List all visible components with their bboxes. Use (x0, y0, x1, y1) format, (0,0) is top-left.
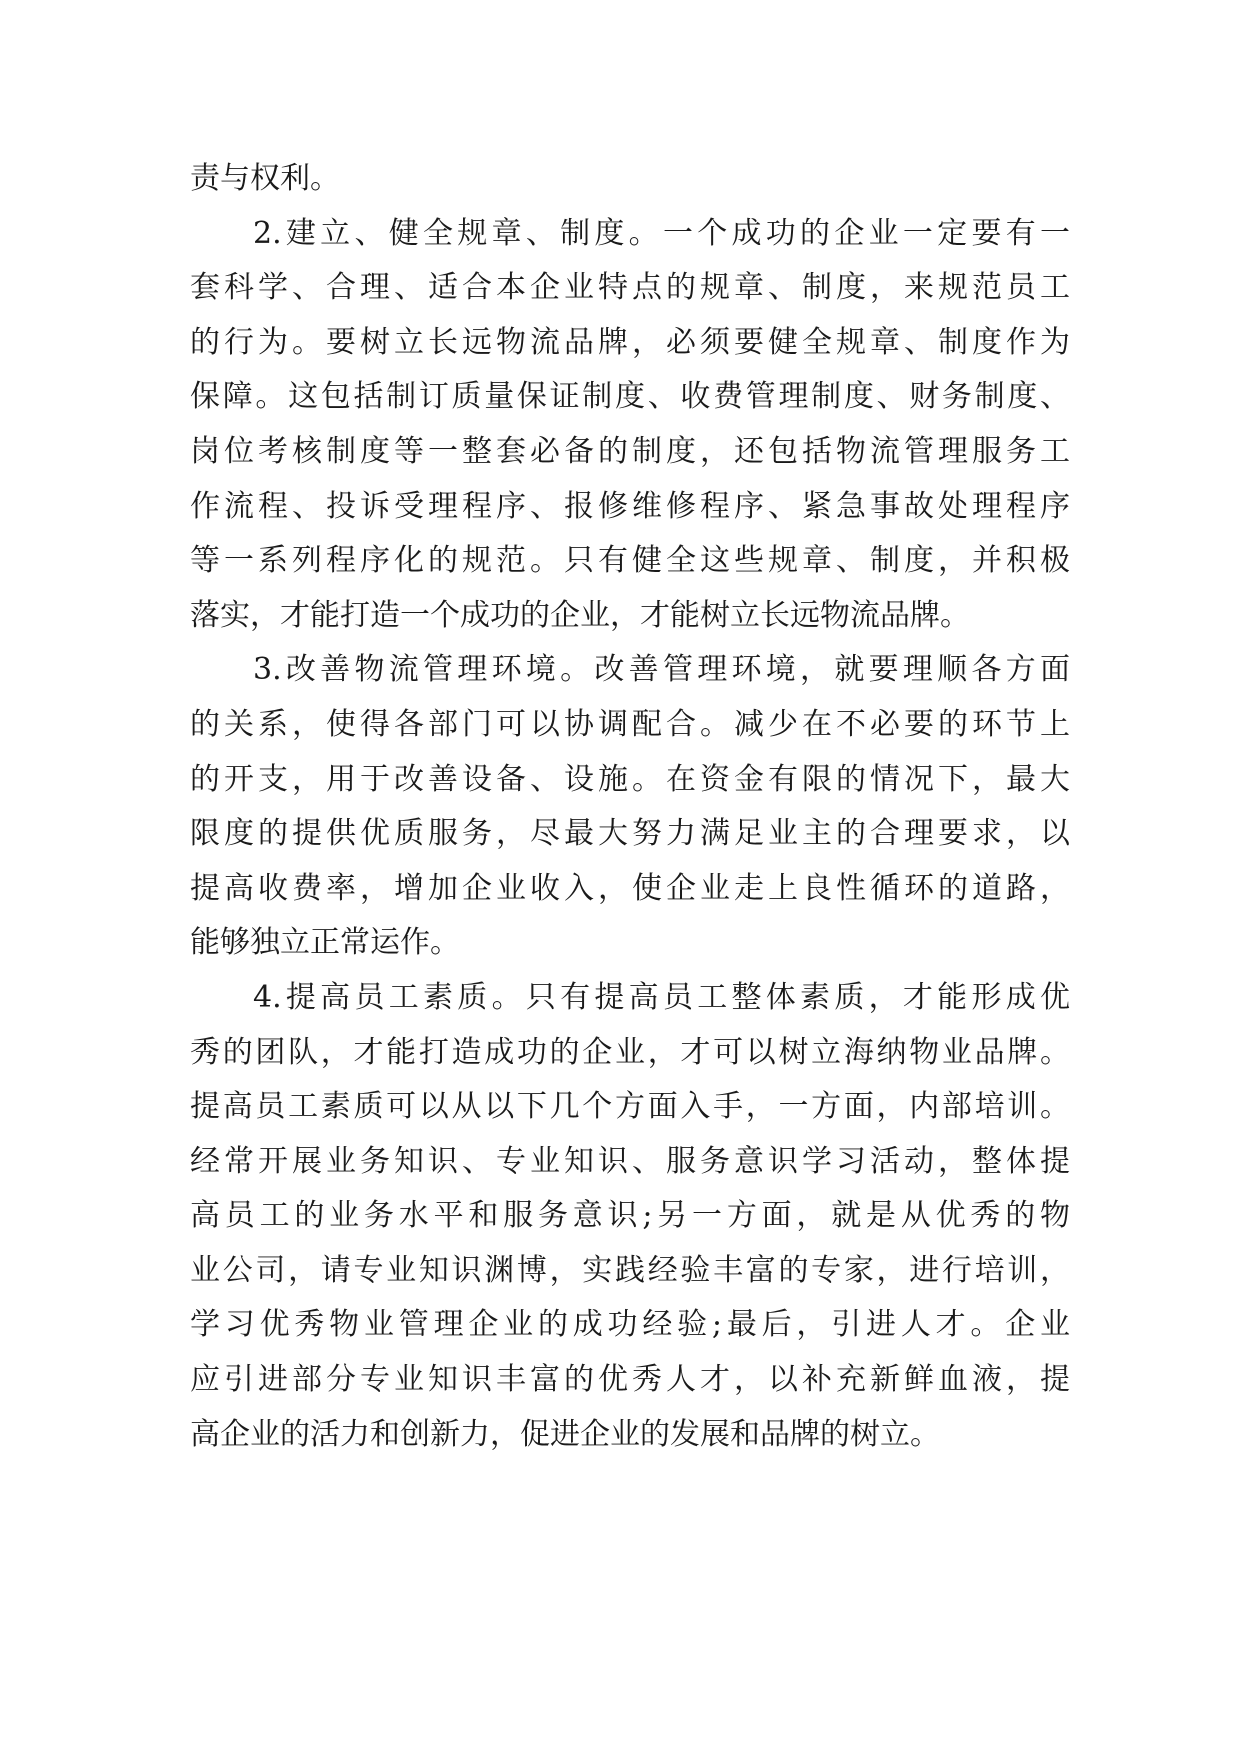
document-page (190, 152, 1070, 1462)
paragraph-4-line-3: 提高员工素质可以从以下几个方面入手，一方面，内部培训。 (190, 1089, 1070, 1125)
paragraph-4-line-7: 学习优秀物业管理企业的成功经验;最后，引进人才。企业 (190, 1307, 1070, 1343)
paragraph-2-line-1: 2.建立、健全规章、制度。一个成功的企业一定要有一 (253, 215, 1070, 251)
paragraph-2-line-4: 保障。这包括制订质量保证制度、收费管理制度、财务制度、 (190, 379, 1070, 415)
paragraph-1-line-1: 责与权利。 (190, 161, 340, 196)
paragraph-4-line-4: 经常开展业务知识、专业知识、服务意识学习活动，整体提 (190, 1143, 1070, 1179)
paragraph-2-line-3: 的行为。要树立长远物流品牌，必须要健全规章、制度作为 (190, 324, 1070, 360)
paragraph-2-line-2: 套科学、合理、适合本企业特点的规章、制度，来规范员工 (190, 270, 1070, 306)
paragraph-3-line-2: 的关系，使得各部门可以协调配合。减少在不必要的环节上 (190, 706, 1070, 742)
paragraph-2-line-8: 落实，才能打造一个成功的企业，才能树立长远物流品牌。 (190, 597, 970, 633)
paragraph-2-line-7: 等一系列程序化的规范。只有健全这些规章、制度，并积极 (190, 543, 1070, 579)
paragraph-2-line-5: 岗位考核制度等一整套必备的制度，还包括物流管理服务工 (190, 433, 1070, 469)
paragraph-4-line-5: 高员工的业务水平和服务意识;另一方面，就是从优秀的物 (190, 1198, 1070, 1234)
paragraph-3-line-6: 能够独立正常运作。 (190, 925, 460, 961)
paragraph-4-line-1: 4.提高员工素质。只有提高员工整体素质，才能形成优 (253, 979, 1070, 1015)
paragraph-4-line-2: 秀的团队，才能打造成功的企业，才可以树立海纳物业品牌。 (190, 1034, 1070, 1070)
paragraph-3-line-5: 提高收费率，增加企业收入，使企业走上良性循环的道路， (190, 870, 1070, 906)
paragraph-3-line-4: 限度的提供优质服务，尽最大努力满足业主的合理要求，以 (190, 816, 1070, 852)
paragraph-4-line-6: 业公司，请专业知识渊博，实践经验丰富的专家，进行培训， (190, 1252, 1070, 1288)
paragraph-4-line-9: 高企业的活力和创新力，促进企业的发展和品牌的树立。 (190, 1416, 940, 1452)
paragraph-3-line-1: 3.改善物流管理环境。改善管理环境，就要理顺各方面 (253, 652, 1070, 688)
paragraph-2-line-6: 作流程、投诉受理程序、报修维修程序、紧急事故处理程序 (190, 488, 1070, 524)
paragraph-4-line-8: 应引进部分专业知识丰富的优秀人才，以补充新鲜血液，提 (190, 1362, 1070, 1398)
paragraph-3-line-3: 的开支，用于改善设备、设施。在资金有限的情况下，最大 (190, 761, 1070, 797)
